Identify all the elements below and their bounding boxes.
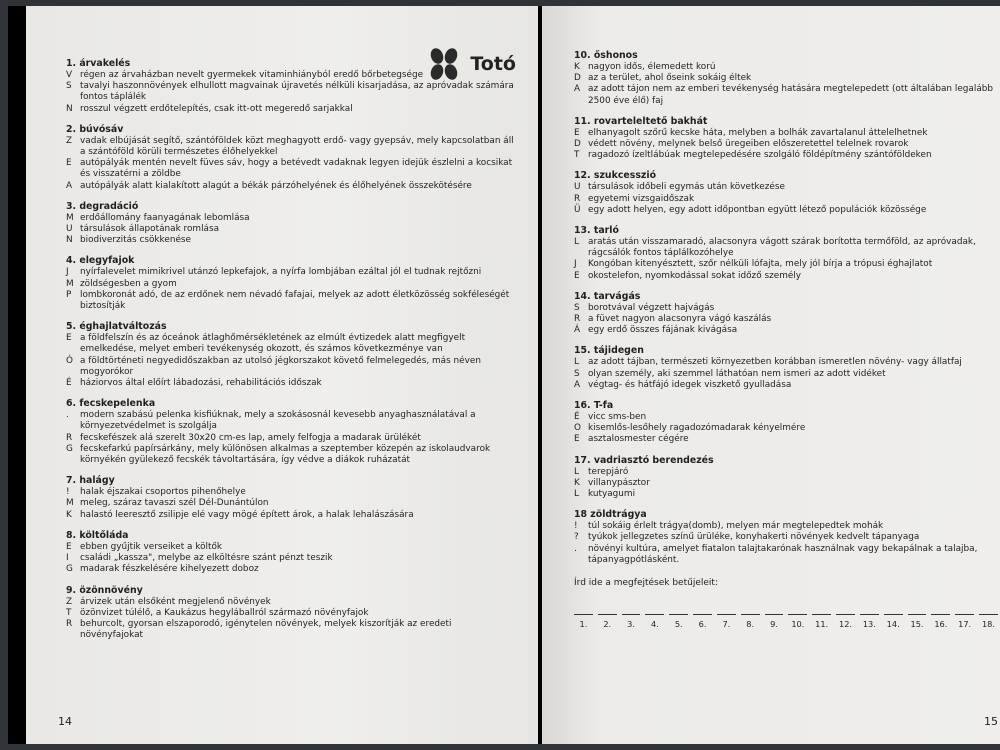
option-text: régen az árvaházban nevelt gyermekek vitaminhiányból eredő bőrbetegsége [80,70,424,80]
answer-option [574,467,998,478]
option-text: lombkoronát adó, de az erdőnek nem névadó fafajai, melyek az adott életközösség sokféleségét biztosítják [80,289,510,312]
option-text: meleg, száraz tavaszi szél Dél-Dunántúlon [80,498,269,509]
option-text: tyúkok jellegzetes színű ürüléke, konyhakerti növények kedvelt tápanyaga [588,532,920,543]
answer-option [66,290,516,312]
option-letter: M [66,212,74,223]
option-letter: . [66,410,69,421]
answer-number: 13. [862,619,876,630]
answer-option [574,369,998,380]
question-title: 15. tájidegen [574,345,644,357]
option-letter: L [574,237,579,248]
answer-option [66,487,516,498]
answer-option [574,150,998,161]
answer-blank-line [741,614,760,615]
option-text: halastó leeresztő zsilipje elé vagy mögé épített árok, a halak lehalászására [80,509,414,520]
option-text: a füvet nagyon alacsonyra vágó kaszálás [588,314,772,325]
answer-option [66,81,516,103]
question-item [574,291,998,337]
answer-blank-line [788,614,807,615]
answer-option [66,104,516,115]
answer-option [66,333,516,355]
answer-number: 5. [674,619,683,630]
answer-option [574,434,998,445]
question-title: 7. halágy [66,475,115,487]
answer-slot[interactable] [931,614,950,629]
answer-number: 1. [579,619,588,630]
answer-blank-line [836,614,855,615]
option-text: az adott tájban, természeti környezetben korábban ismeretlen növény- vagy állatfaj [588,357,962,368]
option-letter: P [66,289,72,300]
question-title: 16. T-fa [574,400,614,412]
answer-number: 6. [698,619,707,630]
booklet-spread [8,6,1000,744]
option-letter: G [66,564,73,575]
answer-option [66,356,516,378]
answer-blank-line [812,614,831,615]
answer-option [574,194,998,205]
option-text: egy erdő összes fájának kivágása [588,325,738,336]
answer-blank-line [955,614,974,615]
question-item [574,116,998,162]
option-text: növényi kultúra, amelyet fiatalon talajtakarónak használnak vagy bekapálnak a talajba, tápanyagpótlásként. [588,543,978,565]
answer-slot[interactable] [955,614,974,629]
answer-blank-line [884,614,903,615]
question-item [66,585,516,642]
question-item [66,255,516,312]
option-letter: ? [574,532,579,543]
answer-number: 17. [958,619,972,630]
option-text: tavalyi haszonnövények elhullott magvainak újravetés nélküli kisarjadása, az apróvadak számára fontos táplálék [80,81,514,103]
question-title: 8. költőláda [66,529,129,541]
answer-option [66,597,516,608]
answer-option [574,139,998,150]
option-letter: R [66,618,73,629]
answer-number: 12. [839,619,853,630]
answer-option [574,271,998,282]
option-letter: É [66,378,72,389]
option-text: egyetemi vizsgaidőszak [588,193,695,204]
question-item [66,201,516,247]
answer-option [66,181,516,192]
option-text: madarak fészkelésére kihelyezett doboz [80,564,259,575]
option-text: borotvával végzett hajvágás [588,302,715,313]
option-text: fecskefarkú papírsárkány, mely különösen alkalmas a szeptember közepén az iskolaudvarok környékén gyülekező fecskék távoltartására, így védve a diákok ruházatát [80,443,491,466]
option-letter: . [574,543,577,554]
option-letter: N [66,103,73,114]
option-text: zöldségesben a gyom [80,278,177,289]
answer-option [66,224,516,235]
left-question-list [66,58,516,641]
option-text: az adott tájon nem az emberi tevékenység hatására megtelepedett (ott általában legalább 2500 éve élő) faj [588,84,994,106]
option-letter: R [66,432,73,443]
option-letter: U [66,224,73,235]
leaf-icon [426,46,462,82]
question-item [66,530,516,576]
option-letter: R [574,193,581,204]
answer-number: 10. [791,619,805,630]
option-text: elhanyagolt szőrű kecske háta, melyben a bolhák zavartalanul áttelelhetnek [588,127,928,138]
option-letter: S [574,368,580,379]
page-number: 15 [984,715,998,728]
option-letter: A [574,84,581,95]
answer-slot[interactable] [788,614,807,629]
option-letter: É [574,412,580,423]
option-letter: E [574,434,580,445]
logo-title: Totó [470,53,516,75]
option-letter: Ü [574,204,581,215]
option-letter: E [574,127,580,138]
answer-number: 15. [910,619,924,630]
option-letter: K [574,62,580,72]
option-letter: M [66,498,74,509]
question-title: 3. degradáció [66,200,139,212]
option-letter: ! [574,521,578,532]
answer-blank-line [693,614,712,615]
answer-blank-line [598,614,617,615]
question-title: 12. szukcesszió [574,170,657,182]
option-letter: U [574,182,581,193]
answer-slot[interactable] [741,614,760,629]
question-title: 2. búvósáv [66,123,124,135]
question-title: 9. özönnövény [66,584,143,596]
option-letter: K [66,509,72,520]
question-title: 18 zöldtrágya [574,509,647,521]
answer-option [66,378,516,389]
answer-option [66,410,516,432]
option-letter: J [574,259,577,270]
answer-option [574,521,998,532]
answer-option [574,205,998,216]
right-question-list [574,50,998,566]
answer-slot[interactable] [693,614,712,629]
option-text: autópályák mentén nevelt füves sáv, hogy a betévedt vadaknak legyen idejük észlelni a kocsikat és visszatérni a zöldbe [80,158,513,180]
option-text: végtag- és hátfájó idegek viszkető gyulladása [588,379,792,390]
answer-option [66,235,516,246]
answer-option [66,510,516,521]
answer-option [574,303,998,314]
option-text: kutyagumi [588,489,636,500]
option-letter: D [574,73,581,84]
option-text: védett növény, melynek belső üregeiben előszeretettel telelnek rovarok [588,139,909,150]
option-text: asztalosmester cégére [588,434,689,445]
option-letter: V [66,70,73,80]
answer-blank-line [931,614,950,615]
question-title: 4. elegyfajok [66,255,135,267]
option-text: kisemlős-lesőhely ragadozómadarak kényelmére [588,423,806,434]
option-letter: L [574,466,579,477]
answer-slot[interactable] [622,614,641,629]
option-letter: O [574,423,581,434]
question-item [574,345,998,391]
answer-slot[interactable] [812,614,831,629]
question-item [66,321,516,389]
option-letter: N [66,235,73,246]
option-letter: ! [66,487,70,498]
answer-blank-line [622,614,641,615]
question-title: 1. árvakelés [66,58,131,69]
answer-option [574,423,998,434]
option-letter: Ó [66,355,73,366]
answer-option [574,325,998,336]
answer-blank-line [717,614,736,615]
option-text: olyan személy, aki szemmel láthatóan nem ismeri az adott vidéket [588,368,886,379]
option-text: terepjáró [588,466,629,477]
answer-number: 8. [746,619,755,630]
option-letter: G [66,443,73,454]
option-text: okostelefon, nyomkodással sokat időző személy [588,270,802,281]
option-text: behurcolt, gyorsan elszaporodó, igénytelen növények, melyek kiszorítják az eredeti növényfajokat [80,618,452,641]
option-text: egy adott helyen, egy adott időpontban együtt létező populációk közössége [588,204,927,215]
answer-number: 11. [815,619,829,630]
option-text: családi „kassza", melybe az elköltésre szánt pénzt teszik [80,553,333,564]
option-letter: E [66,541,72,552]
answer-slot[interactable] [908,614,927,629]
answer-option [574,357,998,368]
option-text: társulások állapotának romlása [80,224,220,235]
option-letter: M [66,278,74,289]
answer-slot[interactable] [669,614,688,629]
page-number: 14 [58,715,72,728]
question-item [574,400,998,446]
answer-blank-line [979,614,998,615]
answer-option [574,84,998,106]
answer-slot[interactable] [884,614,903,629]
option-letter: Á [574,325,581,336]
option-letter: L [574,489,579,500]
question-item [574,225,998,282]
question-item [574,509,998,566]
question-item [66,475,516,521]
option-letter: Z [66,135,73,146]
answer-option [66,608,516,619]
option-text: árvizek után elsőként megjelenő növények [80,596,271,607]
answer-option [574,314,998,325]
answer-slot[interactable] [979,614,998,629]
option-text: biodiverzitás csökkenése [80,235,192,246]
right-page [542,6,1000,744]
answer-blank-line [574,614,593,615]
answer-slot[interactable] [765,614,784,629]
option-letter: E [66,158,72,169]
answer-option [574,62,998,73]
option-letter: E [574,270,580,281]
option-text: villanypásztor [588,477,650,488]
answer-slot[interactable] [836,614,855,629]
answer-option [574,73,998,84]
option-letter: A [66,180,73,191]
question-title: 13. tarló [574,225,619,237]
answer-option [66,619,516,641]
answer-blank-line [860,614,879,615]
answer-option [66,279,516,290]
question-item [66,124,516,192]
answer-number: 9. [770,619,778,630]
answer-option [574,259,998,270]
option-text: halak éjszakai csoportos pihenőhelye [80,487,246,498]
option-text: az a terület, ahol őseink sokáig éltek [588,73,752,84]
question-item [574,50,998,107]
answer-option [574,532,998,543]
answer-slot[interactable] [645,614,664,629]
answer-blank-line [765,614,784,615]
option-letter: I [66,553,69,564]
option-text: aratás után visszamaradó, alacsonyra vágott szárak borította termőföld, az apróvadak, rágcsálók fontos táplálkozóhelye [588,237,976,259]
option-text: a földtörténeti negyedidőszakban az utolsó jégkorszakot követő felmelegedés, más néven mogyorókor [80,355,481,377]
answer-slot[interactable] [860,614,879,629]
option-letter: A [574,379,581,390]
option-text: vadak elbújását segítő, szántóföldek közt meghagyott erdő- vagy gyepsáv, mely kapcsolatban áll a szántóföld körüli természetes élőhelyekkel [80,135,514,158]
answer-option [66,267,516,278]
answer-option [574,478,998,489]
question-title: 6. fecskepelenka [66,398,156,410]
option-text: túl sokáig érlelt trágya(domb), melyen már megtelepedtek mohák [588,521,884,532]
answer-option [574,544,998,566]
option-text: fecskefészek alá szerelt 30x20 cm-es lap, amely felfogja a madarak ürülékét [80,432,421,443]
answer-option [574,237,998,259]
answer-option [574,489,998,500]
answer-option [66,433,516,444]
question-title: 14. tarvágás [574,290,641,302]
answer-option [66,542,516,553]
option-text: társulások időbeli egymás után következése [588,182,785,193]
question-item [574,170,998,216]
question-title: 17. vadriasztó berendezés [574,454,714,466]
answer-option [66,136,516,158]
answer-slot[interactable] [717,614,736,629]
option-letter: S [66,81,72,92]
answer-option [574,128,998,139]
option-text: nagyon idős, élemedett korú [588,62,716,72]
option-text: özönvizet túlélő, a Kaukázus hegyláballról származó növényfajok [80,607,369,618]
option-letter: Z [66,596,73,607]
answer-slot[interactable] [574,614,593,629]
option-text: erdőállomány faanyagának lebomlása [80,212,250,223]
option-text: a földfelszín és az óceánok átlaghőmérsékletének az elmúlt évtizedek alatt megfigyelt emelkedése, melyet emberi tevékenység okozott, és számos következménye van [80,333,466,355]
option-letter: J [66,267,69,278]
answer-number: 3. [627,619,635,630]
answer-option [574,380,998,391]
answer-instructions: Írd ide a megfejtések betűjeleit: [574,578,718,589]
answer-number: 18. [981,619,995,630]
option-text: nyírfalevelet mimikrivel utánzó lepkefajok, a nyírfa lombjában ezáltal jól el tudnak rejtőzni [80,267,482,278]
option-letter: R [574,314,581,325]
option-text: modern szabású pelenka kisfiúknak, mely a szokásosnál kevesebb anyaghasználatával a környezetvédelmet is szolgálja [80,410,476,432]
answer-option [66,553,516,564]
question-title: 10. őshonos [574,50,638,61]
answer-number: 14. [886,619,900,630]
question-item [574,455,998,501]
answer-number: 7. [722,619,731,630]
question-item [66,398,516,466]
option-letter: K [574,477,580,488]
left-page [26,6,538,744]
option-letter: L [574,357,579,368]
question-title: 11. rovarteleltető bakhát [574,115,708,127]
answer-number: 2. [603,619,612,630]
option-text: ebben gyűjtik verseiket a költők [80,541,223,552]
option-text: háziorvos által előírt lábadozási, rehabilitációs időszak [80,378,322,389]
answer-option [66,158,516,180]
answer-option [66,564,516,575]
answer-option [66,213,516,224]
option-text: rosszul végzett erdőtelepítés, csak itt-ott megeredő sarjakkal [80,103,353,114]
option-letter: S [574,302,580,313]
answer-option [66,444,516,466]
answer-option [66,498,516,509]
answer-slot[interactable] [598,614,617,629]
option-text: Kongóban kitenyésztett, szőr nélküli lófajta, mely jól bírja a trópusi éghajlatot [588,259,933,270]
toto-logo [426,46,516,82]
option-letter: T [66,607,72,618]
answer-blank-line [908,614,927,615]
answer-blank-line [645,614,664,615]
option-text: vicc sms-ben [588,412,647,423]
answer-option [574,182,998,193]
option-text: autópályák alatt kialakított alagút a békák párzóhelyének és élőhelyének összekötésére [80,180,472,191]
question-title: 5. éghajlatváltozás [66,321,167,333]
answer-slots [574,614,998,629]
answer-blank-line [669,614,688,615]
option-letter: D [574,139,581,150]
answer-number: 16. [934,619,948,630]
option-text: ragadozó ízeltlábúak megtelepedésére szolgáló földépítmény szántóföldeken [588,150,932,161]
option-letter: T [574,150,580,161]
answer-option [574,412,998,423]
option-letter: E [66,333,72,344]
answer-number: 4. [650,619,659,630]
